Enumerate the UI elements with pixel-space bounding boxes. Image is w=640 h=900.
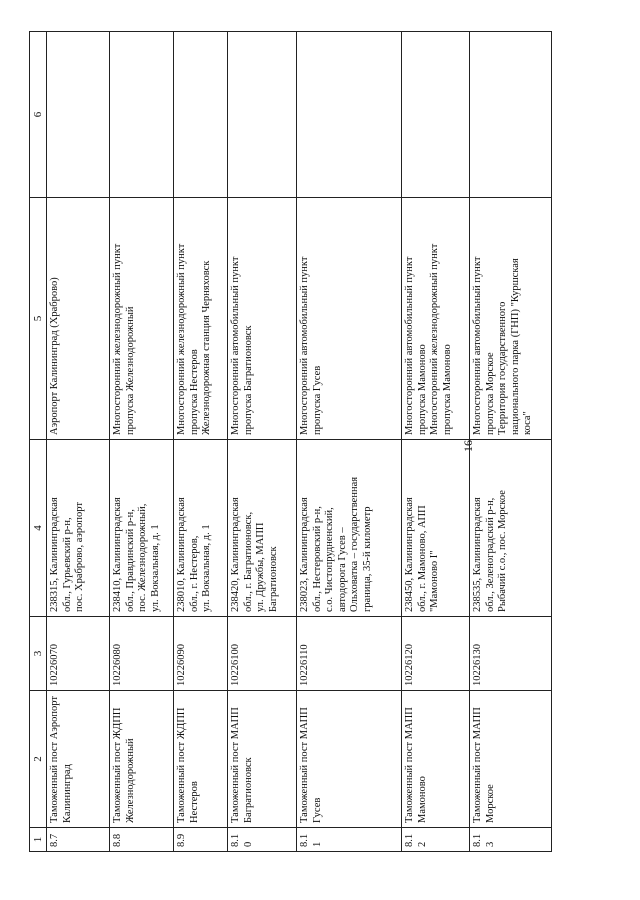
post-address: 238535, Калининградская обл., Зеленоградский р-н, Рыбачий с.о., пос. Морское [470,440,552,617]
post-name: Таможенный пост МАПП Мамоново [402,691,470,828]
note-cell [402,32,470,198]
note-cell [174,32,228,198]
post-address: 238010, Калининградская обл., г. Нестеров, ул. Вокзальная, д. 1 [174,440,228,617]
post-name: Таможенный пост ЖДПП Железнодорожный [110,691,174,828]
header-cell: 3 [30,617,47,691]
rotated-table-frame [29,32,551,852]
header-cell: 5 [30,198,47,440]
note-cell [47,32,110,198]
table-row [174,32,228,852]
row-number: 8.9 [174,828,228,852]
post-address: 238315, Калининградская обл., Гурьевский р-н, пос. Храброво, аэропорт [47,440,110,617]
checkpoints: Аэропорт Калининград (Храброво) [47,198,110,440]
header-cell: 2 [30,691,47,828]
post-address: 238420, Калининградская обл., г. Багратионовск, ул. Дружбы, МАПП Багратионовск [228,440,297,617]
checkpoints: Многосторонний автомобильный пункт пропуска Багратионовск [228,198,297,440]
post-code: 10226120 [402,617,470,691]
post-address: 238410, Калининградская обл., Правдинский р-н, пос. Железнодорожный, ул. Вокзальная, д. 1 [110,440,174,617]
page-number: 16 [461,440,475,452]
table-row [402,32,470,852]
post-name: Таможенный пост МАПП Морское [470,691,552,828]
post-code: 10226070 [47,617,110,691]
post-name: Таможенный пост МАПП Багратионовск [228,691,297,828]
checkpoints: Многосторонний железнодорожный пункт пропуска Железнодорожный [110,198,174,440]
note-cell [228,32,297,198]
row-number: 8.13 [470,828,552,852]
row-number: 8.11 [297,828,402,852]
post-address: 238023, Калининградская обл., Нестеровский р-н, с.о. Чистопрудненский, автодорога Гусев – Ольховатка – государственная граница, 35-й километр [297,440,402,617]
header-cell: 6 [30,32,47,198]
table-container [29,32,551,852]
row-number: 8.8 [110,828,174,852]
header-row [30,32,47,852]
header-cell: 1 [30,828,47,852]
post-code: 10226110 [297,617,402,691]
table-row [47,32,110,852]
row-number: 8.10 [228,828,297,852]
table-row [110,32,174,852]
table-row [228,32,297,852]
note-cell [297,32,402,198]
note-cell [470,32,552,198]
post-code: 10226090 [174,617,228,691]
row-number: 8.12 [402,828,470,852]
checkpoints: Многосторонний автомобильный пункт пропуска Морское Территория государственного национального парка (ГНП) "Куршская коса" [470,198,552,440]
checkpoints: Многосторонний железнодорожный пункт пропуска Нестеров Железнодорожная станция Черняховск [174,198,228,440]
checkpoints: Многосторонний автомобильный пункт пропуска Гусев [297,198,402,440]
post-code: 10226100 [228,617,297,691]
row-number: 8.7 [47,828,110,852]
post-name: Таможенный пост Аэропорт Калининград [47,691,110,828]
header-cell: 4 [30,440,47,617]
note-cell [110,32,174,198]
checkpoints: Многосторонний автомобильный пункт пропуска Мамоново Многосторонний железнодорожный пункт пропуска Мамоново [402,198,470,440]
post-name: Таможенный пост ЖДПП Нестеров [174,691,228,828]
table-row [297,32,402,852]
post-code: 10226130 [470,617,552,691]
post-code: 10226080 [110,617,174,691]
table-row [470,32,552,852]
post-name: Таможенный пост МАПП Гусев [297,691,402,828]
post-address: 238450, Калининградская обл., г. Мамоново, АПП "Мамоново I" [402,440,470,617]
customs-posts-table [29,31,552,852]
